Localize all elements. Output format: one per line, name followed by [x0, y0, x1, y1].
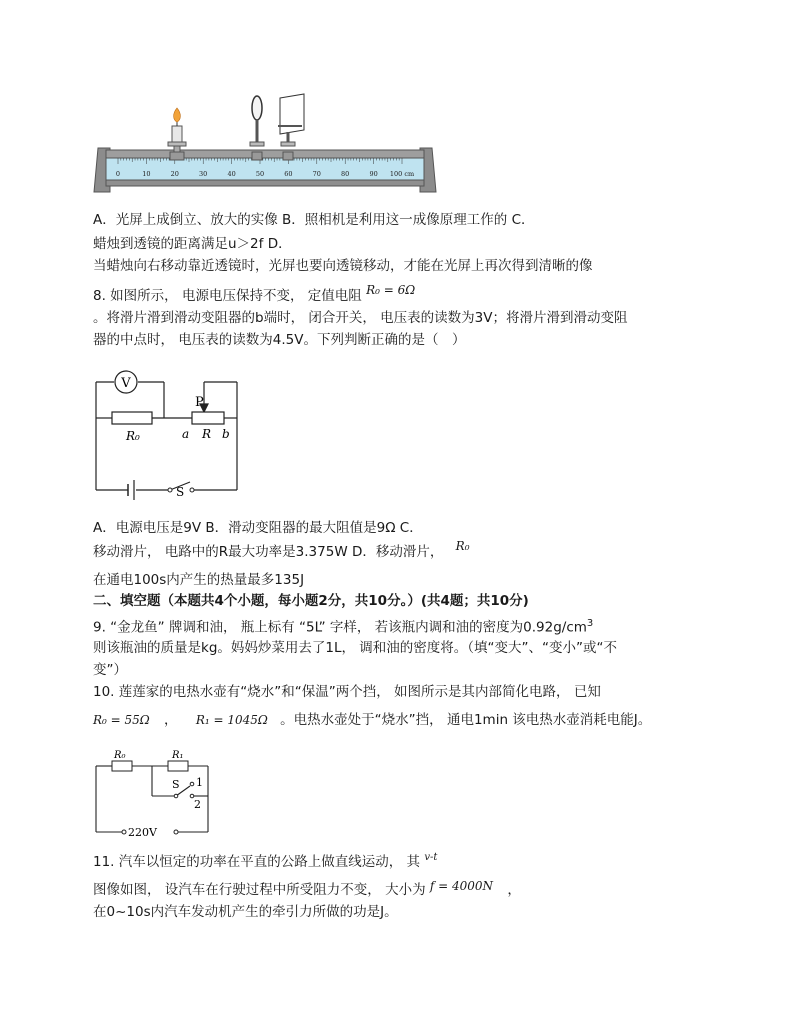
bench-tick-label: 20	[170, 170, 179, 178]
candle	[168, 108, 186, 160]
q8-option-line3: 在通电100s内产生的热量最多135J	[93, 572, 305, 588]
q8-r0-symbol: R₀	[455, 539, 470, 553]
bench-tick-label: 60	[284, 170, 293, 178]
q10-r0-label: R₀	[114, 750, 126, 761]
q11-line3: 在0~10s内汽车发动机产生的牵引力所做的功是J。	[93, 904, 398, 920]
q7-option-line1: A．光屏上成倒立、放大的实像 B．照相机是利用这一成像原理工作的 C．	[93, 212, 535, 228]
q8-circuit-figure	[92, 366, 244, 500]
q10-voltage-label: 220V	[128, 826, 157, 838]
rheostat-r-label: R	[202, 427, 212, 441]
q8-option-line2	[93, 539, 470, 562]
q11-line1	[93, 852, 437, 874]
q9-text: 9. “金龙鱼” 牌调和油， 瓶上标有 “5L” 字样， 若该瓶内调和油的密度为0.92g/cm	[93, 619, 587, 636]
q7-option-line2: 蜡烛到透镜的距离满足u＞2f D．	[93, 236, 292, 252]
q8-stem-line3: 器的中点时， 电压表的读数为4.5V。下列判断正确的是（ ）	[93, 332, 466, 348]
q8-option-text: 移动滑片， 电路中的R最大功率是3.375W D．移动滑片，	[93, 544, 444, 560]
q11-comma: ，	[507, 882, 521, 898]
end-a-label: a	[182, 427, 190, 441]
q9-line2: 则该瓶油的质量是kg。妈妈炒菜用去了1L， 调和油的密度将。（填“变大”、“变小”或“不	[93, 640, 618, 656]
q11-text2: 图像如图， 设汽车在行驶过程中所受阻力不变， 大小为	[93, 882, 426, 898]
q10-line1: 10. 莲莲家的电热水壶有“烧水”和“保温”两个挡， 如图所示是其内部简化电路， 已知	[93, 684, 601, 700]
bench-tick-label: 70	[312, 170, 321, 178]
slider-p-label: P	[195, 395, 204, 410]
bench-tick-label: 50	[255, 170, 265, 178]
q10-separator: ，	[164, 712, 178, 728]
optical-bench-figure	[92, 92, 438, 198]
q8-stem-text: 8. 如图所示， 电源电压保持不变， 定值电阻	[93, 288, 362, 304]
switch-s-label: S	[176, 485, 185, 499]
q7-option-line3: 当蜡烛向右移动靠近透镜时，光屏也要向透镜移动，才能在光屏上再次得到清晰的像	[93, 258, 593, 274]
bench-tick-label: 0	[115, 170, 121, 178]
q9-line1	[93, 614, 593, 638]
q8-r0-formula: R₀ = 6Ω	[366, 283, 416, 297]
q10-line2	[93, 710, 651, 730]
q8-stem-line2: 。将滑片滑到滑动变阻器的b端时， 闭合开关， 电压表的读数为3V；将滑片滑到滑动变阻	[93, 310, 628, 326]
q8-option-line1: A．电源电压是9V B．滑动变阻器的最大阻值是9Ω C．	[93, 520, 423, 536]
q10-switch-label: S	[172, 778, 180, 791]
q8-stem-line1	[93, 283, 416, 306]
q10-circuit-figure	[92, 746, 214, 838]
voltmeter-label: V	[121, 376, 131, 391]
q10-contact-1: 1	[196, 776, 203, 789]
q10-text: 。电热水壶处于“烧水”挡， 通电1min 该电热水壶消耗电能J。	[280, 712, 652, 728]
q11-text: 11. 汽车以恒定的功率在平直的公路上做直线运动， 其	[93, 854, 421, 870]
bench-tick-label: 30	[199, 170, 208, 178]
q11-line2	[93, 880, 521, 900]
q10-r1-formula: R₁ = 1045Ω	[195, 713, 268, 727]
bench-tick-label: 90	[369, 170, 378, 178]
bench-tick-label: 100 cm	[389, 170, 415, 178]
q10-contact-2: 2	[194, 798, 201, 811]
bench-tick-label: 40	[227, 170, 236, 178]
q11-vt-symbol: v-t	[424, 852, 438, 863]
q10-r1-label: R₁	[172, 750, 184, 761]
q11-force-formula: f = 4000N	[429, 879, 494, 893]
r0-label: R₀	[126, 429, 140, 443]
q10-r0-formula: R₀ = 55Ω	[93, 713, 150, 727]
bench-tick-label: 10	[142, 170, 151, 178]
section-title: 二、填空题（本题共4个小题，每小题2分，共10分。）(共4题；共10分)	[93, 593, 529, 609]
end-b-label: b	[222, 427, 230, 441]
q9-superscript: 3	[586, 618, 594, 629]
q9-line3: 变”）	[93, 662, 127, 678]
bench-tick-label: 80	[341, 170, 350, 178]
